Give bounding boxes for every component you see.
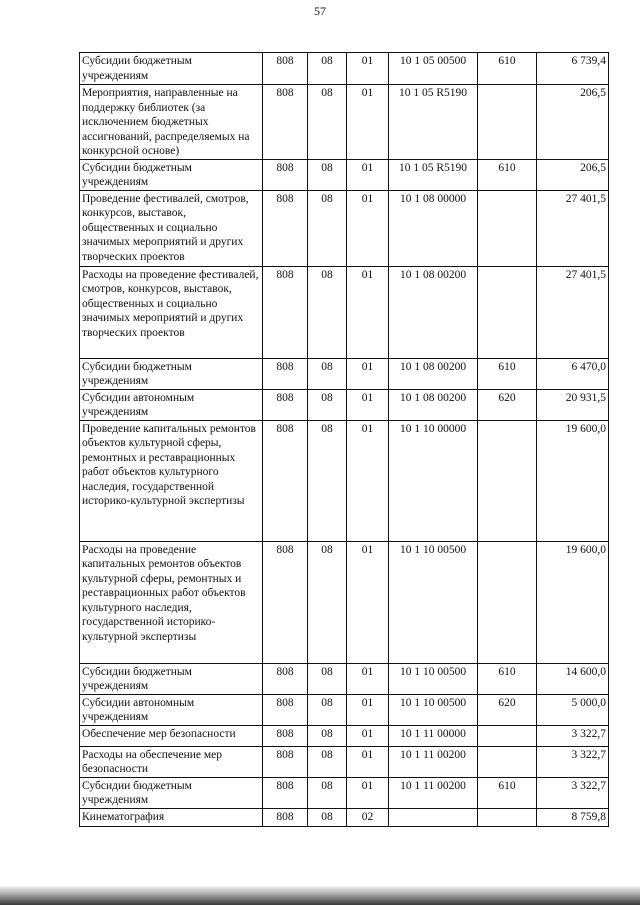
section-code-cell: 08 (308, 694, 347, 725)
section-code-cell: 08 (308, 725, 347, 746)
section-code-cell: 08 (308, 85, 347, 160)
subsection-code-cell: 01 (347, 777, 389, 808)
subsection-code-cell: 01 (347, 159, 389, 190)
expense-type-cell: 610 (478, 777, 537, 808)
expense-name-cell: Расходы на проведение капитальных ремонтов объектов культурной сферы, ремонтных и реставрационных работ объектов культурного наследия, государственной историко-культурной экспертизы (80, 541, 263, 663)
table-row (80, 746, 609, 777)
table-row (80, 725, 609, 746)
page-number: 57 (314, 4, 326, 18)
amount-cell: 19 600,0 (537, 541, 609, 663)
target-article-cell: 10 1 11 00200 (389, 746, 478, 777)
subsection-code-cell: 01 (347, 725, 389, 746)
expense-type-cell (478, 725, 537, 746)
table-row (80, 53, 609, 85)
amount-cell: 27 401,5 (537, 266, 609, 358)
amount-cell: 14 600,0 (537, 663, 609, 694)
section-code-cell: 08 (308, 53, 347, 85)
table-row (80, 808, 609, 826)
expense-name-cell: Субсидии автономным учреждениям (80, 694, 263, 725)
amount-cell: 19 600,0 (537, 420, 609, 541)
expense-type-cell (478, 541, 537, 663)
target-article-cell: 10 1 08 00200 (389, 266, 478, 358)
subsection-code-cell: 01 (347, 266, 389, 358)
table-row (80, 420, 609, 541)
expense-name-cell: Проведение капитальных ремонтов объектов культурной сферы, ремонтных и реставрационных работ объектов культурного наследия, государственной историко-культурной экспертизы (80, 420, 263, 541)
expense-name-cell: Обеспечение мер безопасности (80, 725, 263, 746)
amount-cell: 3 322,7 (537, 777, 609, 808)
ministry-code-cell: 808 (263, 266, 308, 358)
table-row (80, 85, 609, 160)
target-article-cell: 10 1 08 00200 (389, 358, 478, 389)
target-article-cell: 10 1 05 R5190 (389, 85, 478, 160)
ministry-code-cell: 808 (263, 190, 308, 266)
amount-cell: 6 739,4 (537, 53, 609, 85)
expense-name-cell: Субсидии бюджетным учреждениям (80, 358, 263, 389)
expense-type-cell: 620 (478, 389, 537, 420)
ministry-code-cell: 808 (263, 159, 308, 190)
subsection-code-cell: 01 (347, 746, 389, 777)
target-article-cell: 10 1 10 00000 (389, 420, 478, 541)
amount-cell: 206,5 (537, 159, 609, 190)
budget-table (79, 52, 609, 827)
expense-name-cell: Субсидии бюджетным учреждениям (80, 663, 263, 694)
table-row (80, 777, 609, 808)
section-code-cell: 08 (308, 746, 347, 777)
subsection-code-cell: 01 (347, 694, 389, 725)
subsection-code-cell: 01 (347, 389, 389, 420)
subsection-code-cell: 01 (347, 420, 389, 541)
table-row (80, 358, 609, 389)
target-article-cell: 10 1 08 00000 (389, 190, 478, 266)
amount-cell: 5 000,0 (537, 694, 609, 725)
ministry-code-cell: 808 (263, 420, 308, 541)
target-article-cell: 10 1 11 00000 (389, 725, 478, 746)
subsection-code-cell: 01 (347, 663, 389, 694)
target-article-cell: 10 1 05 R5190 (389, 159, 478, 190)
subsection-code-cell: 01 (347, 85, 389, 160)
ministry-code-cell: 808 (263, 358, 308, 389)
expense-type-cell: 610 (478, 358, 537, 389)
target-article-cell: 10 1 05 00500 (389, 53, 478, 85)
amount-cell: 3 322,7 (537, 746, 609, 777)
amount-cell: 20 931,5 (537, 389, 609, 420)
ministry-code-cell: 808 (263, 541, 308, 663)
section-code-cell: 08 (308, 420, 347, 541)
expense-name-cell: Субсидии автономным учреждениям (80, 389, 263, 420)
amount-cell: 3 322,7 (537, 725, 609, 746)
table-body (80, 53, 609, 827)
target-article-cell (389, 808, 478, 826)
expense-type-cell (478, 808, 537, 826)
section-code-cell: 08 (308, 541, 347, 663)
section-code-cell: 08 (308, 389, 347, 420)
expense-name-cell: Субсидии бюджетным учреждениям (80, 777, 263, 808)
expense-name-cell: Кинематография (80, 808, 263, 826)
table-row (80, 159, 609, 190)
table-row (80, 190, 609, 266)
table-row (80, 266, 609, 358)
expense-type-cell: 610 (478, 663, 537, 694)
expense-type-cell (478, 85, 537, 160)
ministry-code-cell: 808 (263, 389, 308, 420)
expense-name-cell: Мероприятия, направленные на поддержку библиотек (за исключением бюджетных ассигнований, распределяемых на конкурсной основе) (80, 85, 263, 160)
amount-cell: 206,5 (537, 85, 609, 160)
ministry-code-cell: 808 (263, 808, 308, 826)
target-article-cell: 10 1 10 00500 (389, 541, 478, 663)
expense-name-cell: Субсидии бюджетным учреждениям (80, 159, 263, 190)
table-row (80, 694, 609, 725)
expense-type-cell (478, 266, 537, 358)
ministry-code-cell: 808 (263, 85, 308, 160)
amount-cell: 6 470,0 (537, 358, 609, 389)
target-article-cell: 10 1 08 00200 (389, 389, 478, 420)
section-code-cell: 08 (308, 358, 347, 389)
subsection-code-cell: 01 (347, 541, 389, 663)
amount-cell: 27 401,5 (537, 190, 609, 266)
expense-type-cell: 610 (478, 159, 537, 190)
table-row (80, 541, 609, 663)
section-code-cell: 08 (308, 159, 347, 190)
ministry-code-cell: 808 (263, 694, 308, 725)
expense-name-cell: Расходы на проведение фестивалей, смотров, конкурсов, выставок, общественных и социально значимых мероприятий и других творческих проектов (80, 266, 263, 358)
ministry-code-cell: 808 (263, 725, 308, 746)
subsection-code-cell: 01 (347, 53, 389, 85)
expense-name-cell: Субсидии бюджетным учреждениям (80, 53, 263, 85)
ministry-code-cell: 808 (263, 777, 308, 808)
target-article-cell: 10 1 11 00200 (389, 777, 478, 808)
subsection-code-cell: 01 (347, 358, 389, 389)
ministry-code-cell: 808 (263, 746, 308, 777)
section-code-cell: 08 (308, 190, 347, 266)
target-article-cell: 10 1 10 00500 (389, 663, 478, 694)
amount-cell: 8 759,8 (537, 808, 609, 826)
expense-type-cell (478, 420, 537, 541)
expense-type-cell (478, 746, 537, 777)
section-code-cell: 08 (308, 777, 347, 808)
target-article-cell: 10 1 10 00500 (389, 694, 478, 725)
subsection-code-cell: 02 (347, 808, 389, 826)
ministry-code-cell: 808 (263, 663, 308, 694)
expense-name-cell: Расходы на обеспечение мер безопасности (80, 746, 263, 777)
table-row (80, 663, 609, 694)
scan-bottom-edge (0, 885, 640, 905)
section-code-cell: 08 (308, 663, 347, 694)
expense-type-cell (478, 190, 537, 266)
expense-name-cell: Проведение фестивалей, смотров, конкурсов, выставок, общественных и социально значимых мероприятий и других творческих проектов (80, 190, 263, 266)
section-code-cell: 08 (308, 266, 347, 358)
section-code-cell: 08 (308, 808, 347, 826)
expense-type-cell: 610 (478, 53, 537, 85)
expense-type-cell: 620 (478, 694, 537, 725)
subsection-code-cell: 01 (347, 190, 389, 266)
table-row (80, 389, 609, 420)
ministry-code-cell: 808 (263, 53, 308, 85)
